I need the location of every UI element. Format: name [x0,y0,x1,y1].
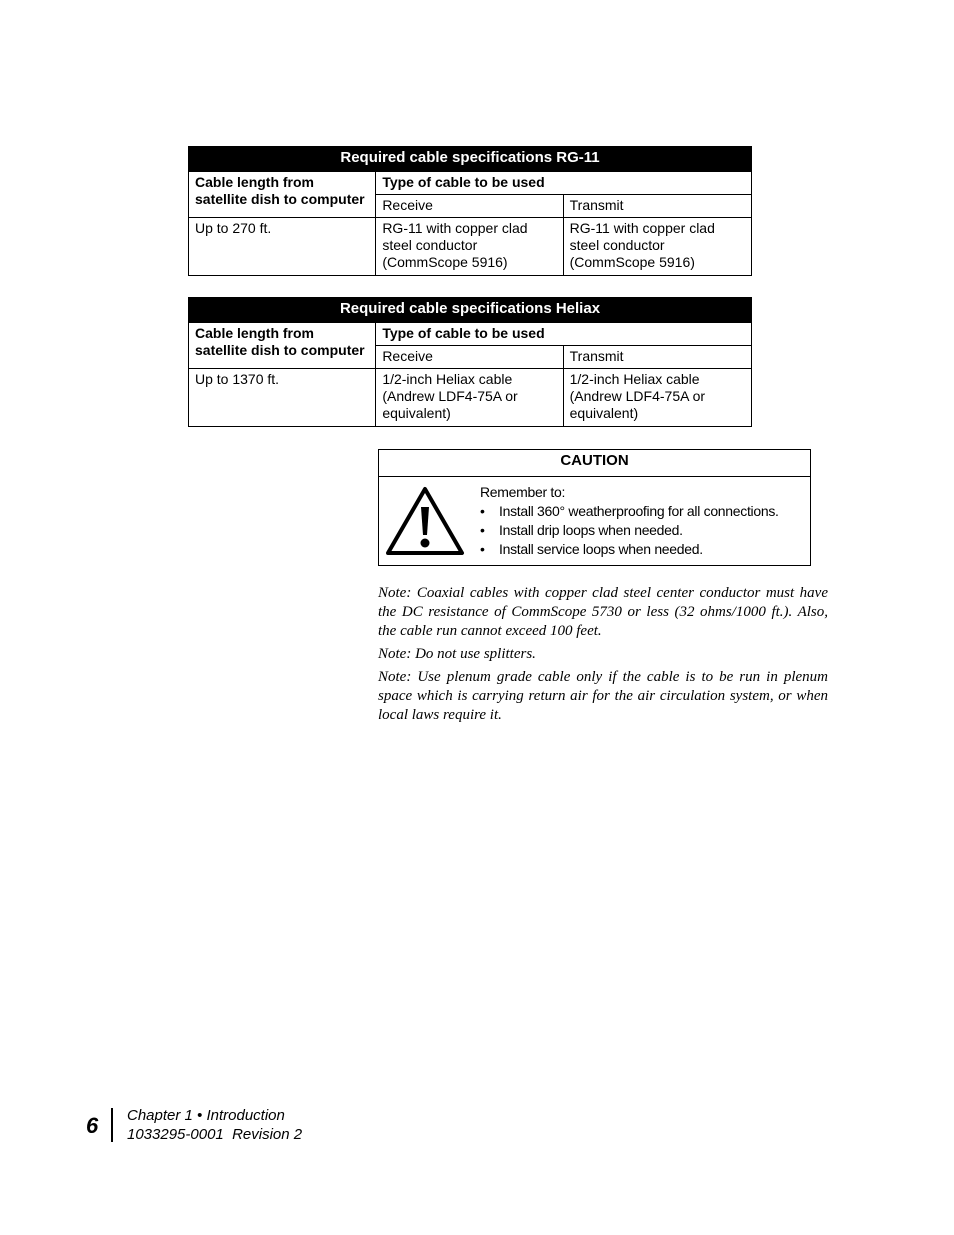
caution-intro: Remember to: [480,484,566,500]
header-cable-type: Type of cable to be used [376,323,752,346]
caution-box [378,449,811,566]
header-cable-length: Cable length from satellite dish to computer [189,323,376,369]
warning-triangle-icon [384,485,466,557]
subheader-transmit: Transmit [563,195,751,218]
footer-divider [111,1108,113,1142]
list-item-text: Install 360° weatherproofing for all connections. [499,503,779,519]
note-splitters: Note: Do not use splitters. [378,646,536,662]
cell-transmit: RG-11 with copper clad steel conductor (CommScope 5916) [563,218,751,276]
cell-length: Up to 1370 ft. [189,369,376,427]
subheader-receive: Receive [376,195,563,218]
footer-text [127,1106,302,1144]
footer-chapter: Chapter 1 • Introduction [127,1107,285,1124]
table-row [189,218,752,276]
note-plenum: Note: Use plenum grade cable only if the cable is to be run in plenum space which is carrying return air for the air circulation system, or when local laws require it. [378,669,828,723]
page-number: 6 [86,1113,99,1138]
table-row [189,369,752,427]
cell-length: Up to 270 ft. [189,218,376,276]
table-title: Required cable specifications RG-11 [189,147,752,172]
note-coaxial: Note: Coaxial cables with copper clad steel center conductor must have the DC resistance of CommScope 5730 or less (32 ohms/1000 ft.). Also, the cable run cannot exceed 100 feet. [378,585,828,639]
caution-body [480,483,779,559]
header-cable-type: Type of cable to be used [376,172,752,195]
list-item [480,540,779,559]
header-cable-length: Cable length from satellite dish to computer [189,172,376,218]
footer-doc-id: 1033295-0001 Revision 2 [127,1126,303,1143]
list-item [480,521,779,540]
list-item-text: Install drip loops when needed. [499,522,683,538]
notes-section [378,584,828,729]
table-title: Required cable specifications Heliax [189,298,752,323]
caution-title: CAUTION [379,450,810,477]
subheader-receive: Receive [376,346,563,369]
cell-receive: 1/2-inch Heliax cable (Andrew LDF4-75A or equivalent) [376,369,563,427]
rg11-spec-table [188,146,752,276]
list-item-text: Install service loops when needed. [499,541,703,557]
bullet: • [480,541,485,557]
list-item [480,502,779,521]
caution-list [480,502,779,559]
heliax-spec-table [188,297,752,427]
bullet: • [480,503,485,519]
cell-transmit: 1/2-inch Heliax cable (Andrew LDF4-75A or equivalent) [563,369,751,427]
bullet: • [480,522,485,538]
subheader-transmit: Transmit [563,346,751,369]
cell-receive: RG-11 with copper clad steel conductor (CommScope 5916) [376,218,563,276]
